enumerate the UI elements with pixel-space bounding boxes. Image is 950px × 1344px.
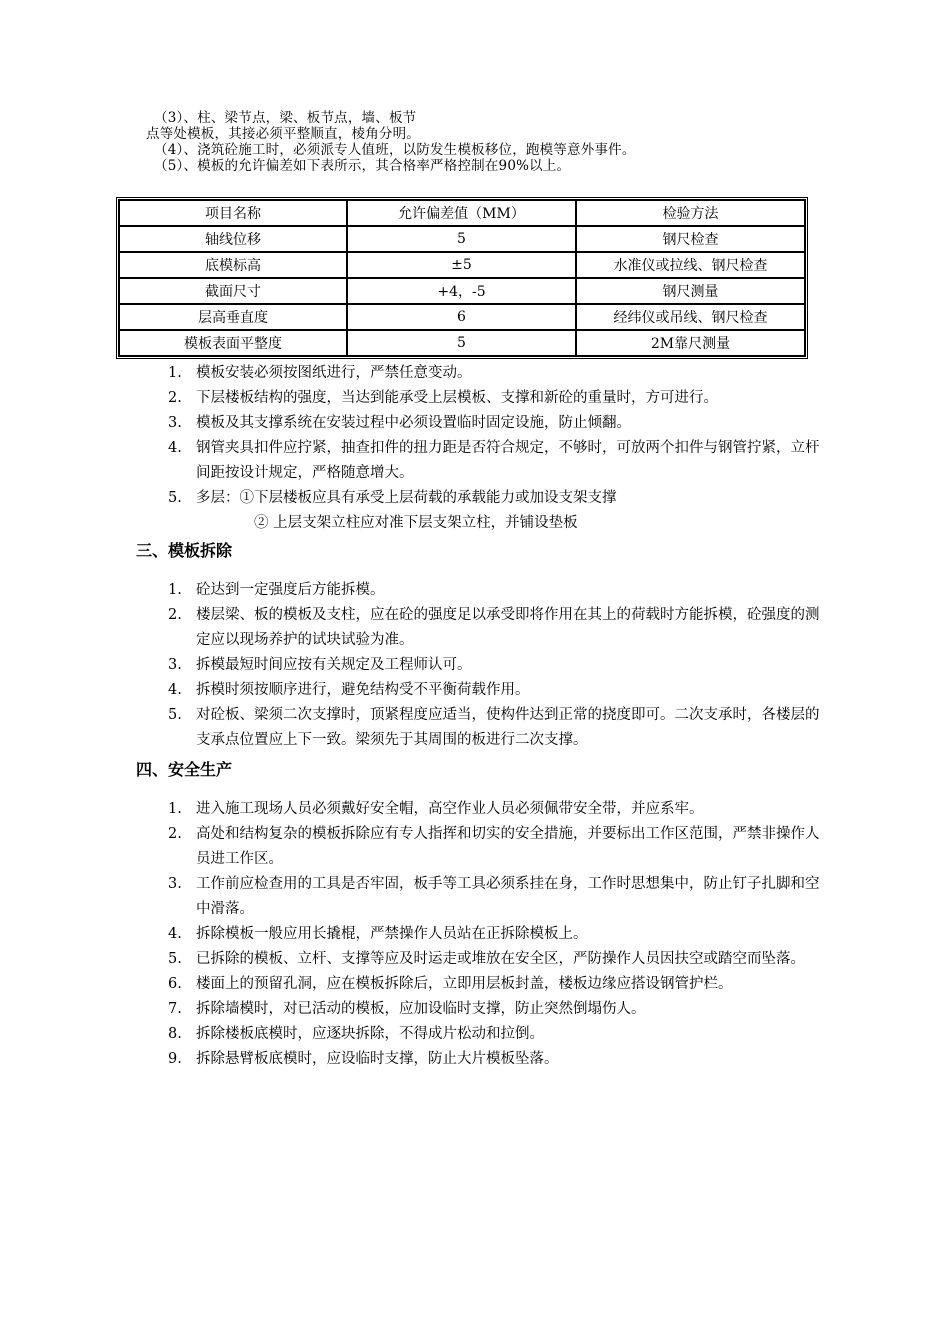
list-item (168, 972, 828, 997)
tolerance-table (116, 197, 808, 359)
list-text: 拆模最短时间应按有关规定及工程师认可。 (196, 657, 472, 673)
list-text: 下层楼板结构的强度，当达到能承受上层模板、支撑和新砼的重量时，方可进行。 (196, 390, 718, 406)
list-number: 1. (168, 582, 182, 598)
section-heading: 三、模板拆除 (136, 541, 233, 560)
list-text: 拆模时须按顺序进行，避免结构受不平衡荷载作用。 (196, 682, 530, 698)
list-number: 1. (168, 801, 182, 817)
safety-list (168, 797, 828, 1072)
list-text: 对砼板、梁须二次支撑时，顶紧程度应适当，使构件达到正常的挠度即可。二次支承时，各楼层的支承点位置应上下一致。梁须先于其周围的板进行二次支撑。 (196, 707, 820, 748)
intro-paragraphs (146, 110, 636, 174)
list-number: 4. (168, 440, 182, 456)
list-text: 已拆除的模板、立杆、支撑等应及时运走或堆放在安全区，严防操作人员因扶空或踏空而坠落。 (196, 951, 805, 967)
list-item (168, 1047, 828, 1072)
list-text: 多层：①下层楼板应具有承受上层荷载的承载能力或加设支架支撑 (196, 490, 617, 506)
list-item (168, 603, 828, 653)
table-header-cell: 允许偏差值（MM） (347, 200, 576, 226)
table-row (119, 278, 805, 304)
list-item (168, 822, 828, 872)
list-item (168, 703, 828, 753)
list-number: 8. (168, 1026, 182, 1042)
list-item (168, 872, 828, 922)
list-text: 楼面上的预留孔洞，应在模板拆除后，立即用层板封盖，楼板边缘应搭设钢管护栏。 (196, 976, 733, 992)
list-text: 拆除悬臂板底模时，应设临时支撑，防止大片模板坠落。 (196, 1051, 559, 1067)
list-number: 4. (168, 682, 182, 698)
list-number: 6. (168, 976, 182, 992)
list-text: 工作前应检查用的工具是否牢固，板手等工具必须系挂在身，工作时思想集中，防止钉子扎脚和空中滑落。 (196, 876, 820, 917)
list-item (168, 578, 828, 603)
list-text: 楼层梁、板的模板及支柱，应在砼的强度足以承受即将作用在其上的荷载时方能拆模，砼强度的测定应以现场养护的试块试验为准。 (196, 607, 820, 648)
table-header-cell: 检验方法 (576, 200, 805, 226)
table-cell: 截面尺寸 (119, 278, 347, 304)
table-cell: 底模标高 (119, 252, 347, 278)
list-number: 3. (168, 657, 182, 673)
list-number: 2. (168, 390, 182, 406)
list-number: 1. (168, 365, 182, 381)
list-item (168, 947, 828, 972)
table-cell: 层高垂直度 (119, 304, 347, 330)
list-text: 拆除墙模时，对已活动的模板，应加设临时支撑，防止突然倒塌伤人。 (196, 1001, 646, 1017)
table-cell: 6 (347, 304, 576, 330)
list-number: 5. (168, 707, 182, 723)
intro-line: 点等处模板，其接必须平整顺直，棱角分明。 (146, 126, 420, 142)
table-cell: 5 (347, 226, 576, 252)
list-number: 2. (168, 607, 182, 623)
list-item (168, 436, 828, 486)
list-item (168, 997, 828, 1022)
table-cell: 钢尺检查 (576, 226, 805, 252)
intro-line: （4）、浇筑砼施工时，必须派专人值班，以防发生模板移位，跑模等意外事件。 (154, 142, 636, 158)
table-cell: ±5 (347, 252, 576, 278)
list-number: 5. (168, 951, 182, 967)
removal-list (168, 578, 828, 753)
list-text: 钢管夹具扣件应拧紧，抽查扣件的扭力距是否符合规定，不够时，可放两个扣件与钢管拧紧，立杆间距按设计规定，严格随意增大。 (196, 440, 820, 481)
list-item (168, 386, 828, 411)
table-cell: 5 (347, 330, 576, 356)
list-subitem: ② 上层支架立柱应对准下层支架立柱，并铺设垫板 (254, 515, 578, 531)
list-item (168, 486, 828, 511)
list-number: 3. (168, 876, 182, 892)
table-header-cell: 项目名称 (119, 200, 347, 226)
list-number: 4. (168, 926, 182, 942)
list-item (168, 922, 828, 947)
table-cell: 2M靠尺测量 (576, 330, 805, 356)
list-text: 进入施工现场人员必须戴好安全帽，高空作业人员必须佩带安全带，并应系牢。 (196, 801, 704, 817)
table-row (119, 252, 805, 278)
table-cell: +4，-5 (347, 278, 576, 304)
table-cell: 轴线位移 (119, 226, 347, 252)
section-heading: 四、安全生产 (136, 760, 233, 779)
list-text: 砼达到一定强度后方能拆模。 (196, 582, 385, 598)
table-cell: 经纬仪或吊线、钢尺检查 (576, 304, 805, 330)
list-item (168, 361, 828, 386)
list-number: 3. (168, 415, 182, 431)
table-row (119, 226, 805, 252)
table-header-row (119, 200, 805, 226)
list-item (168, 797, 828, 822)
list-number: 9. (168, 1051, 182, 1067)
list-text: 拆除模板一般应用长撬棍，严禁操作人员站在正拆除模板上。 (196, 926, 588, 942)
table-cell: 水准仪或拉线、钢尺检查 (576, 252, 805, 278)
list-text: 高处和结构复杂的模板拆除应有专人指挥和切实的安全措施，并要标出工作区范围，严禁非操作人员进工作区。 (196, 826, 820, 867)
list-item (168, 411, 828, 436)
intro-line: （5）、模板的允许偏差如下表所示，其合格率严格控制在90%以上。 (154, 158, 571, 174)
list-number: 7. (168, 1001, 182, 1017)
table-row (119, 330, 805, 356)
list-text: 模板安装必须按图纸进行，严禁任意变动。 (196, 365, 472, 381)
list-text: 模板及其支撑系统在安装过程中必须设置临时固定设施，防止倾翻。 (196, 415, 631, 431)
table-row (119, 304, 805, 330)
installation-list (168, 361, 828, 511)
list-number: 5. (168, 490, 182, 506)
list-item (168, 653, 828, 678)
intro-line: （3）、柱、梁节点，梁、板节点，墙、板节 (154, 110, 417, 126)
list-item (168, 678, 828, 703)
table-cell: 模板表面平整度 (119, 330, 347, 356)
list-text: 拆除楼板底模时，应逐块拆除，不得成片松动和拉倒。 (196, 1026, 544, 1042)
list-item (168, 1022, 828, 1047)
list-number: 2. (168, 826, 182, 842)
table-cell: 钢尺测量 (576, 278, 805, 304)
